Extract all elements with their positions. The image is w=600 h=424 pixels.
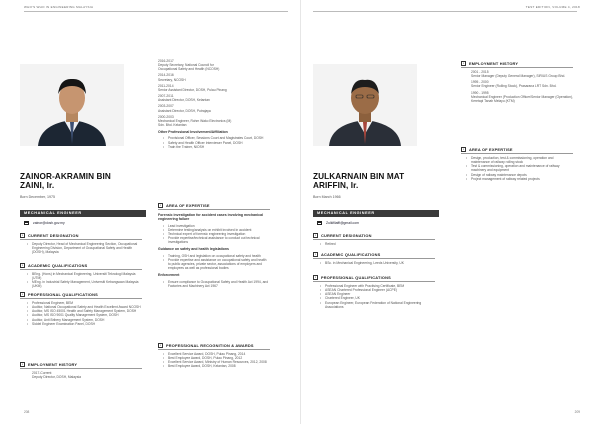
- list-item: • Siddel Engineer Examination Panel, DOSH: [32, 322, 142, 326]
- list-item: • Auditor, MS ISO 45001 Health and Safety Management System, DOSH: [32, 309, 142, 313]
- list-item: • BSc. in Mechanical Engineering, Leeds University, UK: [325, 261, 435, 265]
- right-page: [300, 0, 600, 424]
- header-rule: [24, 11, 288, 12]
- clock-icon: ▪: [21, 362, 24, 366]
- list-item: • Training, OSH and legislation on occupational safety and health: [168, 254, 270, 258]
- history-role: Deputy Secretary, National Council for: [158, 63, 214, 68]
- discipline-bar: MECHANICAL ENGINEER: [313, 210, 439, 217]
- list-item: • Auditor, MS ISO 9001 Quality Management System, DOSH: [32, 313, 142, 317]
- list-item: • Provide expertise/technical assistance to conduct out technical investigations: [168, 236, 270, 244]
- wrench-icon: ▪: [462, 147, 465, 151]
- briefcase-icon: ▪: [21, 233, 24, 237]
- list-item: • Train the Trainer, NIOSH: [168, 145, 270, 149]
- certificate-icon: ▪: [21, 292, 24, 296]
- expertise-section: [461, 147, 573, 181]
- certificate-icon: ▪: [314, 275, 317, 279]
- expertise-group-heading: Enforcement: [158, 273, 180, 278]
- list-item: • Professional Engineer, BEM: [32, 301, 142, 305]
- birth-date: Born March 1966: [313, 195, 341, 199]
- list-item: • Design, production, test & commissioning, operation and maintenance of railway rolling stock: [471, 156, 573, 164]
- list-item: • Test & commissioning, operation and maintenance of railway machinery and equipment: [471, 164, 573, 172]
- history-role: Senior Assistant Director, DOSH, Pulau Pinang: [158, 87, 227, 92]
- clock-icon: ▪: [462, 61, 465, 65]
- history-role: Assistant Director, DOSH, Putrajaya: [158, 108, 211, 113]
- page-number: 208: [24, 410, 30, 414]
- profile-name-line1: ZAINOR-AKRAMIN BIN: [20, 172, 111, 181]
- mail-icon: [317, 221, 322, 225]
- section-title: AREA OF EXPERTISE: [469, 147, 513, 152]
- section-title: PROFESSIONAL QUALIFICATIONS: [321, 275, 391, 280]
- portrait-photo: [20, 64, 124, 146]
- email-link[interactable]: zainor@dosh.gov.my: [33, 221, 65, 225]
- history-role: Assistant Director, DOSH, Kelantan: [158, 98, 210, 103]
- list-item: • Project management of railway related projects: [471, 177, 573, 181]
- list-item: • Professional Engineer with Practising Certificate, BEM: [325, 284, 435, 288]
- list-item: • Ensure compliance to Occupational Safety and Health Act 1994, and Factories and Machinery Act 1967: [168, 280, 270, 288]
- history-role: Deputy Director, DOSH, Malaysia: [32, 375, 81, 380]
- history-role: Occupational Safety and Health (NCOSH): [158, 67, 220, 72]
- list-item: • ASEAN Chartered Professional Engineer (ACPE): [325, 288, 435, 292]
- professional-qualifications-section: [20, 292, 142, 326]
- portrait-photo-icon: [313, 64, 417, 146]
- history-role: Secretary, NCOSH: [158, 77, 186, 82]
- portrait-photo: [313, 64, 417, 146]
- running-header-left: WHO'S WHO IN ENGINEERING MALAYSIA: [24, 5, 94, 9]
- briefcase-icon: ▪: [314, 233, 317, 237]
- history-year: 2014-2016: [158, 73, 174, 78]
- current-designation-section: [313, 233, 435, 246]
- list-item: • Auditor, National Occupational Safety and Health Excellent Award NCOSH: [32, 305, 142, 309]
- section-title: EMPLOYMENT HISTORY: [469, 61, 519, 66]
- list-item: • Lead investigation: [168, 224, 270, 228]
- list-item: • BEng. (Hons) in Mechanical Engineering, Universiti Teknologi Malaysia (UTM): [32, 272, 142, 280]
- list-item: • Technical expert of forensic engineering investigation: [168, 232, 270, 236]
- history-role: Senior Engineer (Rolling Stock), Prasarana LRT Sdn. Bhd.: [471, 84, 557, 89]
- list-item: • Safety and Health Officer Interviewer Panel, DOSH: [168, 141, 270, 145]
- email-row: [317, 221, 359, 225]
- history-column: [158, 59, 270, 149]
- history-role: Senior Manager (Deputy General Manager), SIRIUS Group Bhd.: [471, 74, 566, 79]
- section-title: ACADEMIC QUALIFICATIONS: [28, 263, 88, 268]
- email-row: [24, 221, 65, 225]
- employment-history-section: [461, 61, 573, 103]
- list-item: • Best Employee Award, DOSH, Kelantan, 2008: [168, 364, 270, 368]
- profile-name-line2: ARIFFIN, Ir.: [313, 181, 359, 190]
- history-role: Sdn. Bhd. Kelantan: [158, 123, 187, 128]
- list-item: • Excellent Service Award, Ministry of Human Resources, 2012, 2008: [168, 360, 270, 364]
- employment-history-section: [20, 362, 142, 379]
- discipline-bar: MECHANICAL ENGINEER: [20, 210, 146, 217]
- history-year: 1995 - 2000: [471, 80, 489, 85]
- header-rule: [313, 11, 577, 12]
- involvement-title: Other Professional Involvement/Affiliation: [158, 130, 228, 135]
- professional-qualifications-section: [313, 275, 435, 309]
- section-title: ACADEMIC QUALIFICATIONS: [321, 252, 381, 257]
- list-item: • MEng. in Industrial Safety Management, Universiti Kebangsaan Malaysia (UKM): [32, 280, 142, 288]
- profile-name-line1: ZULKARNAIN BIN MAT: [313, 172, 405, 181]
- profile-name: [313, 172, 453, 190]
- history-year: 2000-2003: [158, 114, 174, 119]
- page-number: 209: [574, 410, 580, 414]
- list-item: • Provisional Officer, Sessions Court and Magistrates Court, DOSH: [168, 136, 270, 140]
- history-year: 2001 - 2015: [471, 70, 489, 74]
- section-title: EMPLOYMENT HISTORY: [28, 362, 78, 367]
- academic-section: [313, 252, 435, 265]
- mail-icon: [24, 221, 29, 225]
- portrait-photo-icon: [20, 64, 124, 146]
- email-link[interactable]: Zulkifliaffi@gmail.com: [326, 221, 359, 225]
- section-title: PROFESSIONAL QUALIFICATIONS: [28, 292, 98, 297]
- history-year: 2007-2011: [158, 94, 174, 99]
- list-item: • Auditor, Anti Bribery Management System, DOSH: [32, 318, 142, 322]
- section-title: CURRENT DESIGNATION: [321, 233, 372, 238]
- list-item: • Excellent Service Award, DOSH, Pulau Pinang, 2014: [168, 352, 270, 356]
- history-year: 2011-2014: [158, 83, 174, 88]
- section-title: AREA OF EXPERTISE: [166, 203, 210, 208]
- list-item: • Deputy Director, Head of Mechanical Engineering Section, Occupational Engineering Division, Department of Occupational Safety and Health (DOSH), Malaysia: [32, 242, 142, 254]
- list-item: • Chartered Engineer, UK: [325, 296, 435, 300]
- section-title: CURRENT DESIGNATION: [28, 233, 79, 238]
- profile-name-line2: ZAINI, Ir.: [20, 181, 55, 190]
- history-year: 2003-2007: [158, 104, 174, 109]
- graduation-cap-icon: ▪: [21, 263, 24, 267]
- academic-section: [20, 263, 142, 289]
- history-year: 2017-Current: [32, 371, 52, 375]
- list-item: • Provide expertise and assistance on occupational safety and health to public agencies, private sector, associations of employers and employees as well as professional bodies: [168, 258, 270, 270]
- wrench-icon: ▪: [159, 203, 162, 207]
- history-year: 2016-2017: [158, 59, 174, 63]
- section-title: PROFESSIONAL RECOGNITION & AWARDS: [166, 343, 254, 348]
- list-item: • Best Employee Award, DOSH, Pulau Pinang, 2012: [168, 356, 270, 360]
- expertise-section: [158, 203, 270, 288]
- history-year: 1990 - 1995: [471, 90, 489, 95]
- award-icon: ▪: [159, 343, 162, 347]
- list-item: • Determine testing/analysis on exhibit involved in accident: [168, 228, 270, 232]
- list-item: • Retired: [325, 242, 435, 246]
- list-item: • European Engineer, European Federation of National Engineering Associations: [325, 301, 435, 309]
- running-header-right: TEST EDITION, VOLUME 4, 2018: [525, 5, 580, 9]
- list-item: • ASEAN Engineer: [325, 292, 435, 296]
- expertise-group-heading: Forensic investigation for accident cases involving mechanical engineering failure: [158, 213, 264, 222]
- expertise-group-heading: Guidance on safety and health legislations: [158, 247, 229, 252]
- history-role: Mechanical Engineer, Rohm Wako Electronics (M): [158, 118, 232, 123]
- birth-date: Born December, 1975: [20, 195, 55, 199]
- list-item: • Design of railway maintenance depots: [471, 173, 573, 177]
- profile-name: [20, 172, 148, 190]
- graduation-cap-icon: ▪: [314, 252, 317, 256]
- current-designation-section: [20, 233, 142, 254]
- history-role: Mechanical Engineer (Production Officer/Senior Manager (Operation), Keretapi Tanah Melayu (KTM): [471, 94, 574, 103]
- recognition-section: [158, 343, 270, 369]
